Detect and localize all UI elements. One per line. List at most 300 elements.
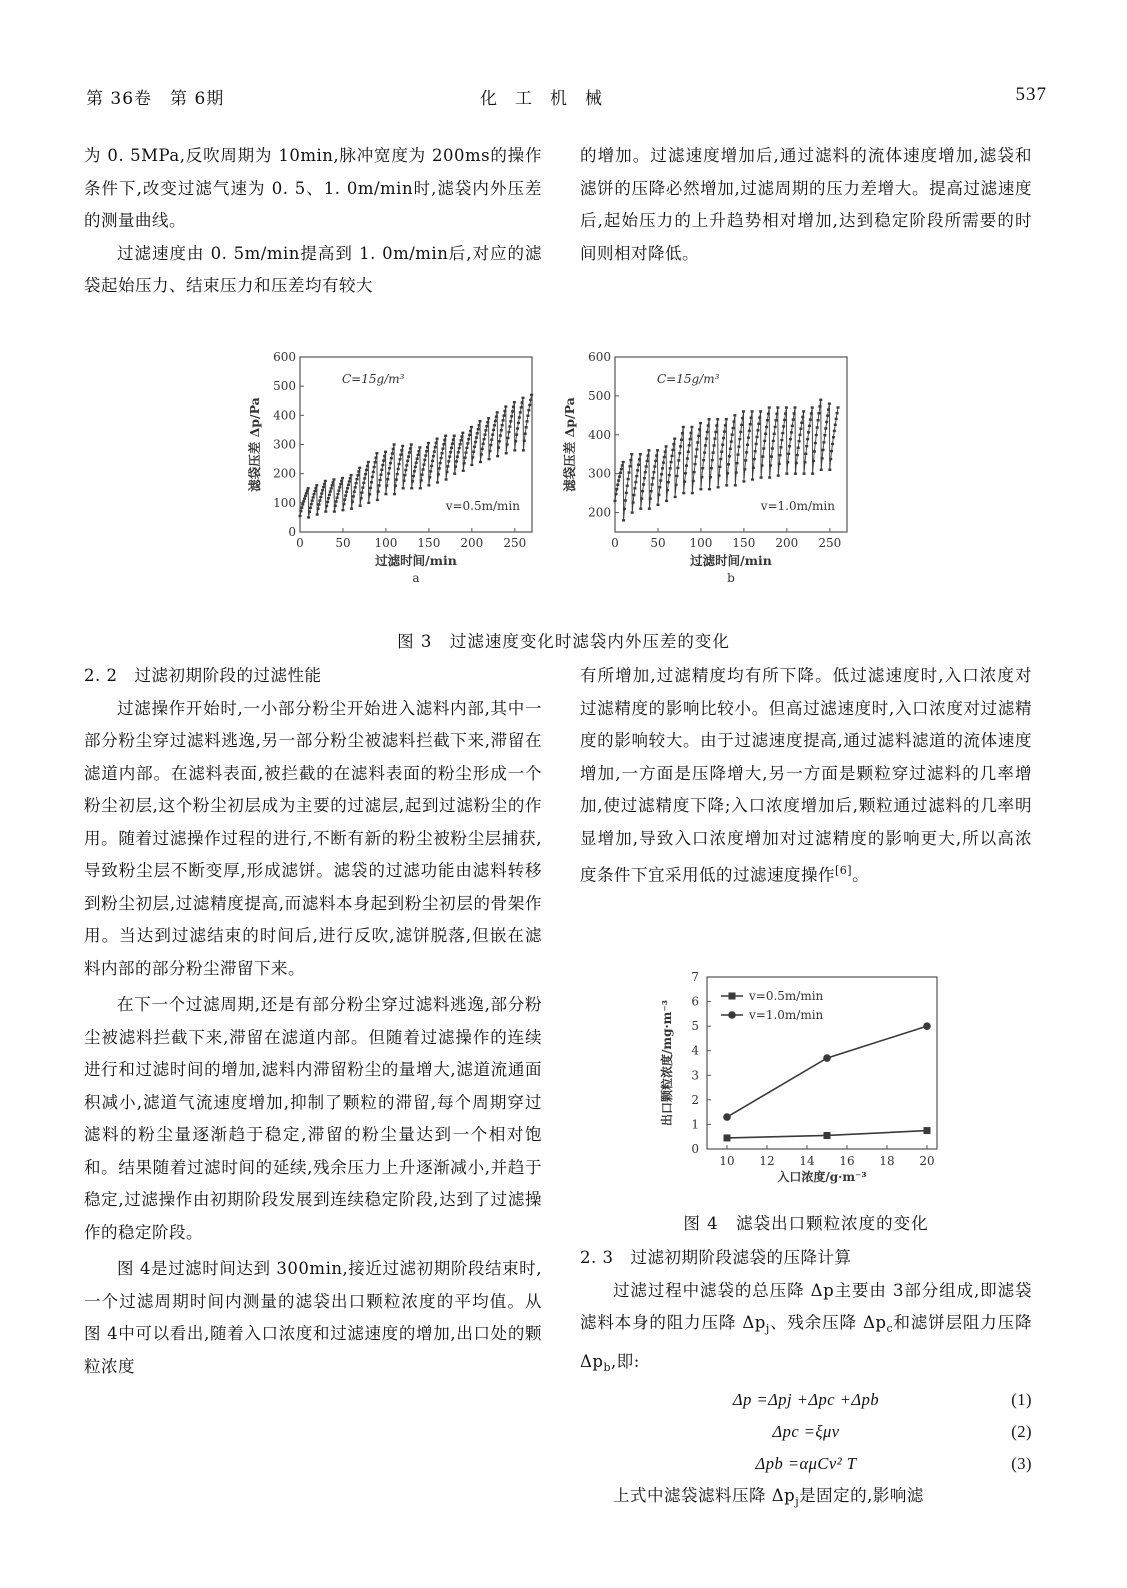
annotation-velocity: v=0.5m/min — [445, 499, 520, 513]
data-point — [768, 406, 771, 408]
data-point — [386, 478, 389, 480]
data-point — [439, 462, 442, 464]
data-point — [507, 437, 510, 439]
data-point — [406, 460, 409, 462]
data-point — [310, 503, 313, 505]
data-point — [350, 474, 353, 476]
data-point — [393, 493, 396, 495]
data-point — [626, 485, 629, 487]
legend-label: v=0.5m/min — [749, 989, 824, 1003]
data-point — [745, 451, 748, 453]
data-point — [811, 406, 814, 408]
legend-marker — [728, 1011, 736, 1019]
data-point — [457, 451, 460, 453]
data-point — [343, 498, 346, 500]
data-point — [669, 467, 672, 469]
data-point — [623, 508, 626, 510]
equation-2 — [580, 1416, 1032, 1448]
data-point — [311, 499, 314, 501]
data-point — [427, 484, 430, 486]
page-number: 537 — [1015, 84, 1047, 105]
x-tick-label: 200 — [460, 536, 484, 550]
data-point — [379, 479, 382, 481]
data-point — [458, 447, 461, 449]
data-point — [809, 418, 812, 420]
data-point — [701, 467, 704, 469]
data-point — [654, 460, 657, 462]
data-point — [828, 402, 831, 404]
section-2-3 — [580, 1242, 1032, 1519]
data-point — [764, 433, 767, 435]
data-point — [678, 452, 681, 454]
data-point — [299, 510, 302, 512]
data-point — [795, 462, 798, 464]
data-point — [638, 458, 641, 460]
panel-label: b — [727, 571, 735, 585]
data-point — [476, 432, 479, 434]
equation-formula: Δpb =αμCv² T — [755, 1454, 857, 1473]
text: 过滤过程中滤袋的总压降 Δp主要由 3部分组成,即滤袋滤料本身的阻力压降 Δp — [580, 1280, 1032, 1332]
data-point — [374, 461, 377, 463]
data-point — [415, 462, 418, 464]
data-point — [409, 447, 412, 449]
data-point — [751, 410, 754, 412]
data-point — [324, 480, 327, 482]
section-2-2 — [84, 660, 542, 1383]
data-point — [423, 459, 426, 461]
data-point — [333, 510, 336, 512]
data-point — [693, 471, 696, 473]
paragraph — [580, 660, 1032, 892]
right-mid-column — [580, 660, 1032, 892]
data-point — [372, 471, 375, 473]
data-point — [751, 478, 754, 480]
data-point — [800, 422, 803, 424]
data-point — [466, 442, 469, 444]
data-point — [367, 461, 370, 463]
x-tick-label: 250 — [503, 536, 527, 550]
data-point — [824, 427, 827, 429]
data-point — [332, 481, 335, 483]
x-tick-label: 12 — [759, 1154, 775, 1168]
data-point — [835, 418, 838, 420]
data-point — [671, 449, 674, 451]
data-point — [725, 484, 728, 486]
data-point — [765, 426, 768, 428]
data-point — [817, 419, 820, 421]
running-header-journal: 化工机械 — [480, 89, 620, 109]
data-point — [797, 447, 800, 449]
data-point — [775, 419, 778, 421]
y-tick-label: 5 — [691, 1019, 699, 1034]
data-point — [498, 440, 501, 442]
data-point — [414, 466, 417, 468]
data-point — [489, 444, 492, 446]
data-point — [443, 439, 446, 441]
data-point — [615, 488, 618, 490]
data-point — [820, 469, 823, 471]
top-left-column — [84, 140, 542, 303]
paragraph: 为 0. 5MPa,反吹周期为 10min,脉冲宽度为 200ms的操作条件下,改变过滤气速为 0. 5、1. 0m/min时,滤袋内外压差的测量曲线。 — [84, 146, 542, 230]
data-point — [798, 440, 801, 442]
data-point — [431, 460, 434, 462]
citation-ref[interactable]: [6] — [835, 864, 853, 877]
data-point — [397, 468, 400, 470]
text: 、残余压降 Δp — [769, 1313, 887, 1332]
x-tick-label: 250 — [818, 536, 842, 550]
x-tick-label: 150 — [732, 536, 756, 550]
data-point — [784, 412, 787, 414]
data-point — [684, 472, 687, 474]
data-point — [628, 471, 631, 473]
figure-4-chart — [655, 955, 945, 1190]
data-point — [683, 481, 686, 483]
data-point — [706, 431, 709, 433]
data-point — [329, 490, 332, 492]
data-point — [472, 451, 475, 453]
data-point — [368, 493, 371, 495]
data-point — [403, 480, 406, 482]
data-point — [379, 474, 382, 476]
data-point — [777, 474, 780, 476]
data-point — [786, 461, 789, 463]
data-point — [435, 442, 438, 444]
data-point — [445, 478, 448, 480]
annotation-velocity: v=1.0m/min — [760, 499, 835, 513]
data-point — [661, 467, 664, 469]
data-point — [420, 479, 423, 481]
data-point — [503, 410, 506, 412]
y-tick-label: 0 — [288, 525, 296, 539]
data-point — [753, 458, 756, 460]
data-point — [512, 406, 515, 408]
subscript: c — [886, 1322, 894, 1335]
data-point — [312, 496, 315, 498]
data-point — [758, 416, 761, 418]
data-point — [318, 499, 321, 501]
data-point — [646, 460, 649, 462]
data-point — [772, 440, 775, 442]
x-tick-label: 16 — [839, 1154, 855, 1168]
data-point — [789, 438, 792, 440]
data-point — [804, 453, 807, 455]
panel-label: a — [412, 571, 420, 585]
data-point — [316, 513, 319, 515]
data-point — [763, 440, 766, 442]
data-point — [622, 461, 625, 463]
data-point — [407, 455, 410, 457]
data-point — [622, 519, 625, 521]
data-point — [787, 453, 790, 455]
data-point — [479, 461, 482, 463]
data-point — [781, 432, 784, 434]
data-point — [424, 454, 427, 456]
data-point — [470, 464, 473, 466]
data-point — [810, 412, 813, 414]
data-point — [354, 486, 357, 488]
data-point — [384, 451, 387, 453]
data-point — [768, 476, 771, 478]
data-point — [356, 474, 359, 476]
data-point — [816, 426, 819, 428]
data-point — [632, 494, 635, 496]
figure-3a-chart — [245, 345, 550, 595]
data-point — [525, 426, 528, 428]
data-point — [456, 456, 459, 458]
paragraph-text: 有所增加,过滤精度均有所下降。低过滤速度时,入口浓度对过滤精度的影响比较小。但高过滤速度时,入口浓度对过滤精度的影响较大。由于过滤速度提高,通过滤料滤道的流体速度增加,一方面是压降增大,另一方面是颗粒穿过滤料的几率增加,使过滤精度下降;入口浓度增加后,颗粒通过滤料的几率明显增加,导致入口浓度增加对过滤精度的影响更大,所以高浓度条件下宜采用低的过滤速度操作 — [580, 666, 1032, 885]
data-point — [697, 435, 700, 437]
data-point — [389, 462, 392, 464]
data-point — [667, 481, 670, 483]
data-point — [823, 1054, 831, 1062]
data-point — [396, 473, 399, 475]
data-point — [644, 471, 647, 473]
data-point — [529, 399, 532, 401]
data-point — [300, 506, 303, 508]
data-point — [394, 485, 397, 487]
data-point — [482, 443, 485, 445]
data-point — [739, 431, 742, 433]
y-tick-label: 400 — [273, 408, 296, 423]
text: 上式中滤袋滤料压降 Δp — [613, 1486, 796, 1505]
data-point — [732, 427, 735, 429]
data-point — [347, 484, 350, 486]
data-point — [732, 420, 735, 422]
data-point — [373, 466, 376, 468]
data-point — [374, 457, 377, 459]
data-point — [460, 435, 463, 437]
data-point — [779, 446, 782, 448]
data-point — [818, 405, 821, 407]
data-point — [824, 1132, 831, 1139]
data-point — [426, 446, 429, 448]
y-axis-label: 滤袋压差 Δp/Pa — [562, 397, 577, 492]
data-point — [346, 487, 349, 489]
data-point — [822, 441, 825, 443]
data-point — [675, 475, 678, 477]
data-point — [364, 473, 367, 475]
data-point — [721, 444, 724, 446]
data-point — [665, 445, 668, 447]
data-point — [339, 483, 342, 485]
data-point — [648, 507, 651, 509]
data-point — [634, 481, 637, 483]
data-point — [363, 477, 366, 479]
data-point — [717, 486, 720, 488]
annotation-concentration: C=15g/m³ — [657, 372, 720, 386]
data-point — [821, 457, 824, 459]
data-point — [624, 499, 627, 501]
data-point — [802, 410, 805, 412]
data-point — [832, 436, 835, 438]
y-tick-label: 500 — [273, 379, 296, 394]
data-point — [836, 412, 839, 414]
data-point — [826, 415, 829, 417]
data-point — [756, 429, 759, 431]
data-point — [413, 470, 416, 472]
data-point — [750, 417, 753, 419]
data-point — [307, 487, 310, 489]
data-point — [450, 447, 453, 449]
data-point — [309, 507, 312, 509]
data-point — [369, 487, 372, 489]
data-point — [496, 411, 499, 413]
data-point — [313, 493, 316, 495]
x-axis-label: 入口浓度/g·m⁻³ — [777, 1170, 867, 1184]
data-point — [695, 448, 698, 450]
data-point — [641, 490, 644, 492]
data-point — [674, 496, 677, 498]
x-tick-label: 0 — [296, 536, 304, 550]
data-point — [302, 500, 305, 502]
data-point — [812, 460, 815, 462]
data-point — [342, 503, 345, 505]
data-point — [454, 465, 457, 467]
data-point — [819, 399, 822, 401]
text: 和滤饼层阻力压降 Δp — [580, 1313, 1033, 1371]
data-point — [657, 494, 660, 496]
data-point — [831, 443, 834, 445]
data-point — [724, 1134, 731, 1141]
data-point — [722, 437, 725, 439]
data-point — [713, 437, 716, 439]
data-point — [417, 454, 420, 456]
data-point — [370, 481, 373, 483]
data-point — [325, 505, 328, 507]
data-point — [341, 509, 344, 511]
y-tick-label: 300 — [273, 437, 296, 452]
data-point — [690, 426, 693, 428]
data-point — [830, 450, 833, 452]
data-point — [822, 449, 825, 451]
data-point — [301, 503, 304, 505]
top-right-column — [580, 140, 1032, 270]
data-point — [408, 451, 411, 453]
y-axis-label: 出口颗粒浓度/mg·m⁻³ — [660, 1000, 674, 1126]
data-point — [398, 463, 401, 465]
data-point — [647, 454, 650, 456]
data-point — [716, 418, 719, 420]
data-point — [670, 455, 673, 457]
x-tick-label: 150 — [417, 536, 441, 550]
data-point — [314, 487, 317, 489]
data-point — [785, 406, 788, 408]
y-tick-label: 600 — [273, 350, 296, 364]
figure-4-caption: 图 4 滤袋出口颗粒浓度的变化 — [683, 1214, 929, 1233]
x-tick-label: 10 — [719, 1154, 735, 1168]
data-point — [747, 437, 750, 439]
data-point — [317, 508, 320, 510]
data-point — [449, 451, 452, 453]
data-point — [743, 468, 746, 470]
data-point — [746, 444, 749, 446]
data-point — [663, 456, 666, 458]
data-point — [694, 455, 697, 457]
equation-formula: Δp =Δpj +Δpc +Δpb — [732, 1390, 880, 1409]
data-point — [487, 417, 490, 419]
data-point — [686, 457, 689, 459]
data-point — [762, 447, 765, 449]
data-point — [734, 484, 737, 486]
y-tick-label: 200 — [588, 505, 611, 520]
data-point — [417, 450, 420, 452]
data-point — [384, 493, 387, 495]
x-axis-label: 过滤时间/min — [375, 553, 457, 568]
data-point — [403, 474, 406, 476]
data-point — [796, 454, 799, 456]
data-point — [691, 492, 694, 494]
data-point — [387, 472, 390, 474]
section-heading: 2. 3 过滤初期阶段滤袋的压降计算 — [580, 1248, 852, 1267]
data-point — [631, 511, 634, 513]
data-point — [306, 490, 309, 492]
data-point — [453, 435, 456, 437]
data-point — [526, 415, 529, 417]
data-point — [377, 490, 380, 492]
x-axis-label: 过滤时间/min — [690, 553, 772, 568]
data-point — [336, 496, 339, 498]
data-point — [385, 484, 388, 486]
data-point — [720, 451, 723, 453]
data-point — [383, 455, 386, 457]
data-point — [767, 413, 770, 415]
data-point — [737, 446, 740, 448]
y-tick-label: 400 — [588, 427, 611, 442]
data-point — [523, 440, 526, 442]
data-point — [395, 478, 398, 480]
data-point — [412, 475, 415, 477]
data-point — [332, 478, 335, 480]
data-point — [798, 434, 801, 436]
data-point — [393, 443, 396, 445]
data-point — [711, 459, 714, 461]
data-point — [335, 500, 338, 502]
data-point — [652, 471, 655, 473]
annotation-concentration: C=15g/m³ — [342, 372, 405, 386]
data-point — [727, 463, 730, 465]
data-point — [506, 443, 509, 445]
data-point — [699, 422, 702, 424]
data-point — [331, 484, 334, 486]
data-point — [441, 452, 444, 454]
data-point — [433, 450, 436, 452]
data-point — [794, 406, 797, 408]
data-point — [430, 465, 433, 467]
data-point — [673, 437, 676, 439]
data-point — [464, 456, 467, 458]
data-point — [510, 415, 513, 417]
data-point — [708, 488, 711, 490]
data-point — [833, 430, 836, 432]
data-point — [668, 474, 671, 476]
equation-number: (2) — [1011, 1422, 1032, 1441]
data-point — [639, 453, 642, 455]
data-point — [788, 445, 791, 447]
data-point — [336, 493, 339, 495]
data-point — [524, 432, 527, 434]
data-point — [791, 425, 794, 427]
data-point — [516, 427, 519, 429]
data-point — [478, 424, 481, 426]
equation-formula: Δpc =ξμv — [772, 1422, 840, 1441]
data-point — [504, 405, 507, 407]
data-point — [358, 467, 361, 469]
data-point — [665, 500, 668, 502]
data-point — [660, 473, 663, 475]
data-point — [375, 452, 378, 454]
data-point — [775, 413, 778, 415]
data-point — [637, 464, 640, 466]
